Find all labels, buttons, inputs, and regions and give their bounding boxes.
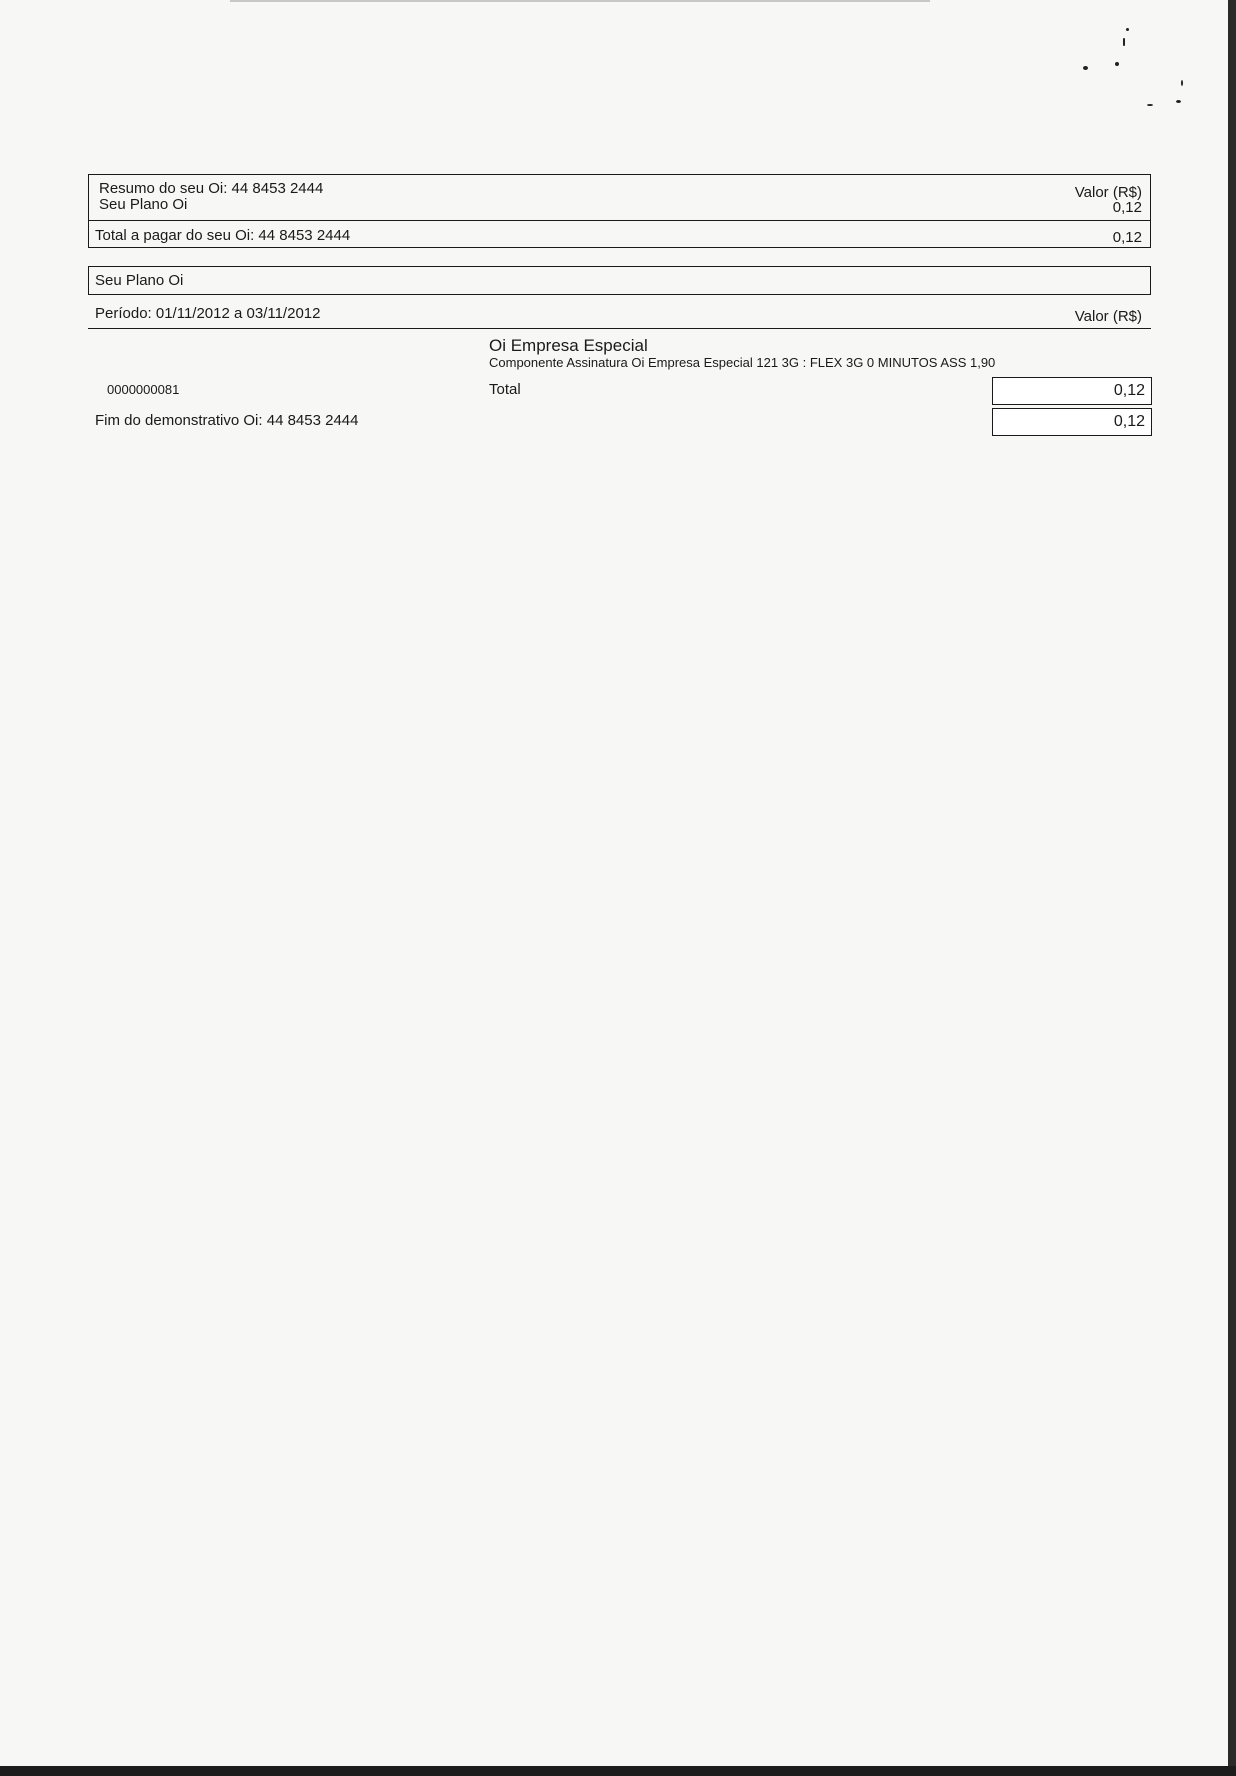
scan-speck	[1181, 80, 1183, 86]
statement-end-value: 0,12	[1113, 413, 1145, 430]
scan-speck	[1115, 62, 1119, 66]
summary-title: Resumo do seu Oi: 44 8453 2444	[99, 180, 324, 197]
scan-speck	[1147, 104, 1153, 106]
plan-header-box	[88, 266, 1151, 295]
scan-speck	[1083, 66, 1088, 70]
plan-total-label: Total	[489, 381, 521, 398]
plan-total-box	[992, 377, 1152, 405]
summary-divider	[89, 220, 1150, 221]
scan-speck	[1123, 38, 1125, 46]
period-rule	[88, 328, 1151, 329]
statement-end-box	[992, 408, 1152, 436]
summary-total-label: Total a pagar do seu Oi: 44 8453 2444	[95, 227, 351, 244]
scan-edge-bottom	[0, 1766, 1236, 1776]
billing-period: Período: 01/11/2012 a 03/11/2012	[95, 305, 321, 322]
scan-speck	[1176, 100, 1181, 103]
scan-edge-right	[1228, 0, 1236, 1776]
plan-section-title: Seu Plano Oi	[95, 272, 184, 289]
summary-plan-value: 0,12	[1112, 199, 1142, 216]
plan-value-header: Valor (R$)	[1074, 308, 1142, 325]
item-code: 0000000081	[107, 382, 180, 397]
plan-item-detail: Componente Assinatura Oi Empresa Especial 121 3G : FLEX 3G 0 MINUTOS ASS 1,90	[489, 355, 996, 370]
scan-speck	[1126, 28, 1129, 31]
summary-plan-label: Seu Plano Oi	[99, 196, 188, 213]
plan-item-title: Oi Empresa Especial	[489, 336, 648, 355]
scan-edge-top	[230, 0, 930, 2]
summary-total-value: 0,12	[1112, 229, 1142, 246]
summary-value-header: Valor (R$)	[1074, 184, 1142, 201]
statement-end-label: Fim do demonstrativo Oi: 44 8453 2444	[95, 412, 359, 429]
plan-total-value: 0,12	[1113, 382, 1145, 399]
